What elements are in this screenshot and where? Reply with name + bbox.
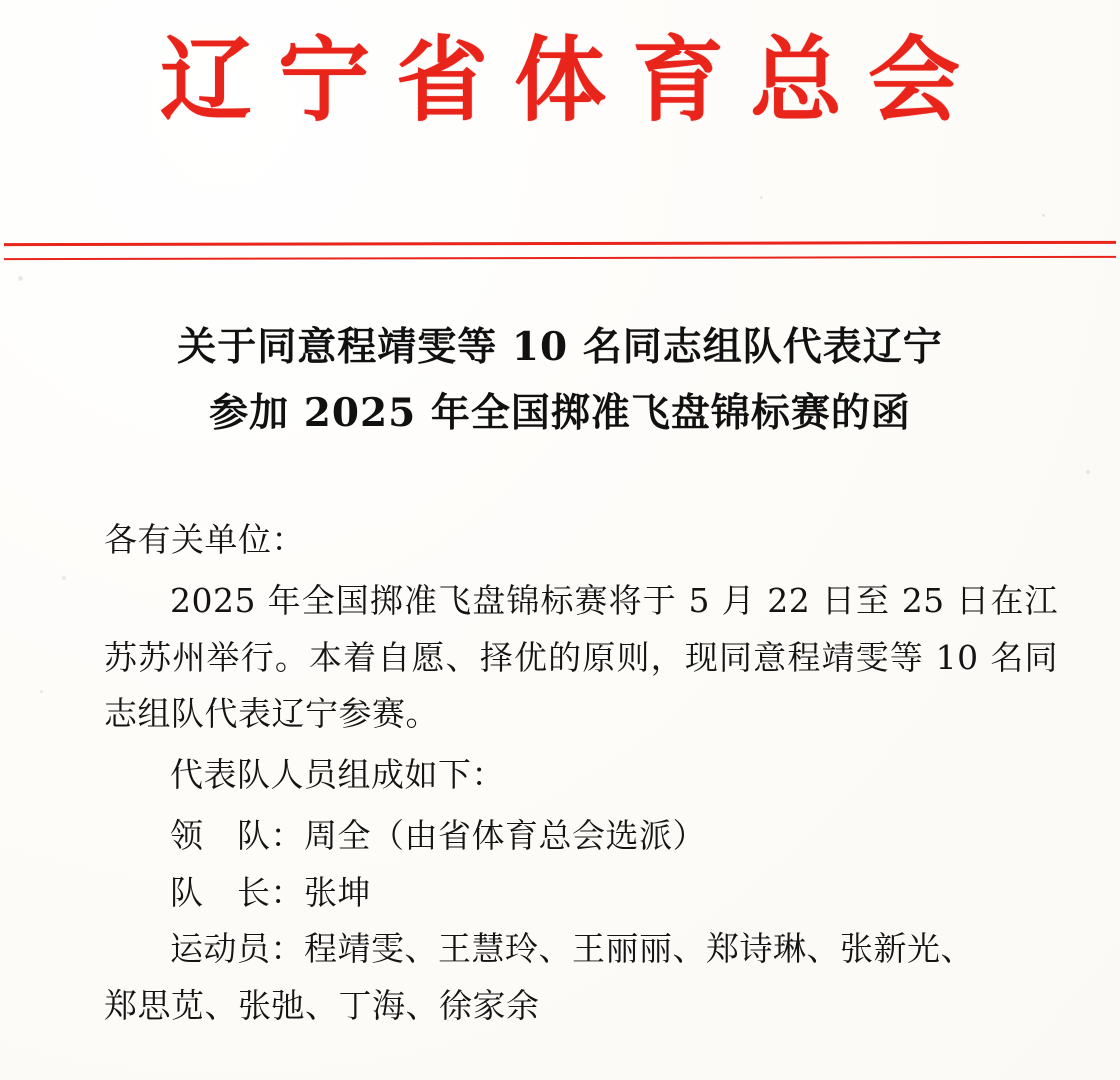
- roster-captain-value: 张坤: [304, 872, 371, 912]
- roster-athletes-line-1: 程靖雯、王慧玲、王丽丽、郑诗琳、张新光、: [304, 929, 974, 969]
- letterhead-divider-thick-rule: [4, 241, 1116, 246]
- salutation: 各有关单位：: [104, 520, 305, 559]
- body-paragraph-2: 代表队人员组成如下：: [170, 755, 505, 794]
- roster-leader-label: 领 队：: [170, 815, 304, 855]
- roster-athletes-label: 运动员：: [170, 929, 304, 969]
- letterhead-divider: [0, 238, 1120, 264]
- document-title-line-2: 参加 2025 年全国掷准飞盘锦标赛的函: [209, 390, 911, 437]
- letterhead: [0, 28, 1120, 134]
- document-body: [104, 512, 1058, 1035]
- letterhead-divider-thin-rule: [4, 256, 1116, 260]
- body-paragraph-1: 2025 年全国掷准飞盘锦标赛将于 5 月 22 日至 25 日在江苏苏州举行。本着自愿、择优的原则，现同意程靖雯等 10 名同志组队代表辽宁参赛。: [104, 580, 1058, 734]
- document-title-line-1: 关于同意程靖雯等 10 名同志组队代表辽宁: [177, 324, 943, 370]
- roster-captain: [104, 865, 1058, 922]
- roster-athletes-continued: [104, 978, 1058, 1035]
- roster-athletes-line-2: 郑思苋、张弛、丁海、徐家余: [104, 986, 540, 1025]
- roster-leader-value: 周全（由省体育总会选派）: [304, 815, 706, 855]
- letterhead-organization-title: 辽宁省体育总会: [159, 26, 986, 134]
- roster-captain-label: 队 长：: [170, 872, 304, 912]
- document-title: [96, 314, 1024, 447]
- roster-leader: [104, 808, 1058, 865]
- roster-athletes: [104, 921, 1058, 978]
